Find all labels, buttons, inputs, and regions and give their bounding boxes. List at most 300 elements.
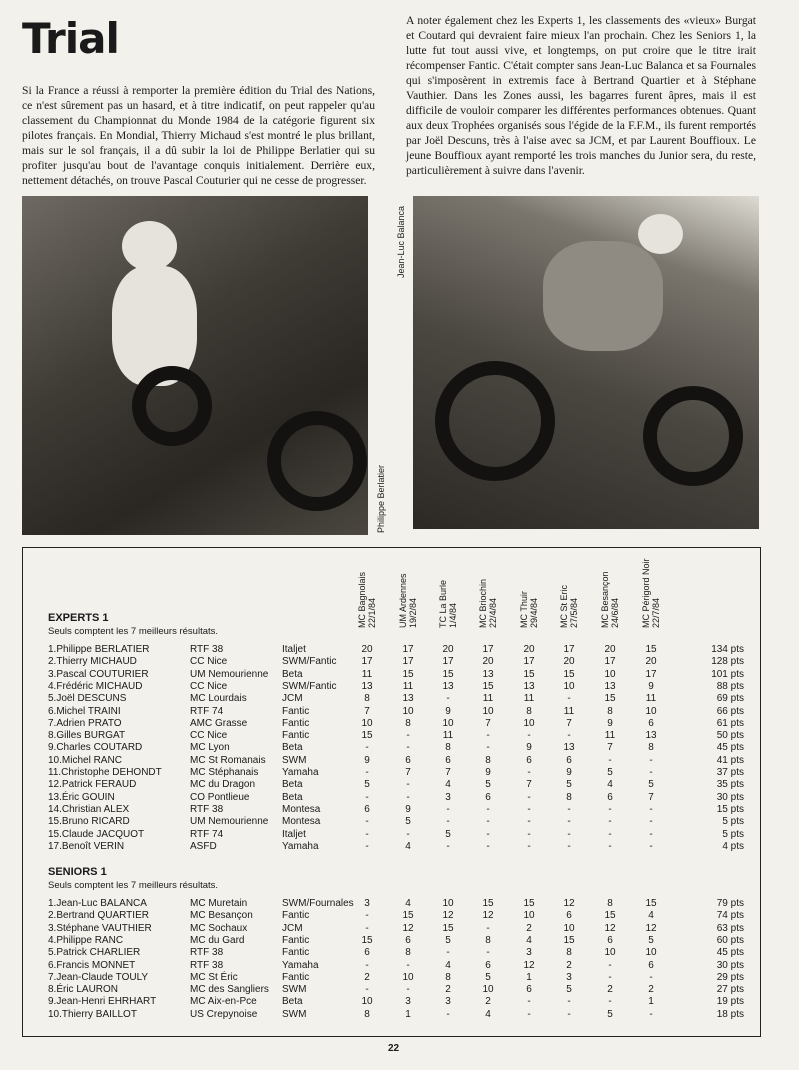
event-result: 6 — [648, 717, 654, 729]
event-result: 20 — [523, 644, 535, 655]
event-result: - — [649, 828, 653, 840]
rider-motorcycle: Yamaha — [282, 767, 319, 778]
event-result: 20 — [645, 656, 657, 668]
rider-motorcycle: Beta — [282, 668, 303, 680]
event-result: - — [527, 996, 531, 1008]
event-result: 5 — [648, 779, 654, 791]
rider-name: 10.Michel RANC — [48, 754, 122, 766]
event-result: - — [365, 984, 369, 996]
total-points: 18 pts — [716, 1008, 744, 1020]
event-result: 12 — [442, 910, 454, 922]
event-result: - — [608, 816, 612, 828]
total-points: 88 pts — [716, 680, 744, 692]
event-result: 10 — [604, 947, 616, 959]
event-result: 17 — [563, 644, 575, 655]
event-result: 17 — [482, 644, 494, 655]
event-result: - — [567, 730, 571, 742]
event-result: 9 — [485, 767, 491, 778]
rider-motorcycle: Fantic — [282, 717, 310, 729]
event-result: 10 — [361, 717, 373, 729]
rear-wheel — [267, 411, 367, 511]
rider-club: MC Besançon — [190, 910, 253, 922]
event-result: - — [446, 1008, 450, 1020]
rider-name: 5.Joël DESCUNS — [48, 693, 127, 705]
rider-motorcycle: SWM/Fantic — [282, 656, 337, 668]
event-result: - — [567, 693, 571, 705]
total-points: 45 pts — [716, 742, 744, 754]
event-result: - — [608, 828, 612, 840]
event-result: 8 — [566, 947, 572, 959]
event-result: 6 — [526, 984, 532, 996]
rider-club: RTF 38 — [190, 959, 224, 971]
event-result: 11 — [523, 693, 535, 705]
rider-name: 15.Bruno RICARD — [48, 816, 130, 828]
event-result: - — [406, 959, 410, 971]
rider-club: CO Pontlieue — [190, 791, 250, 803]
event-result: 10 — [604, 668, 616, 680]
rider-club: UM Nemourienne — [190, 668, 269, 680]
event-result: 7 — [364, 705, 370, 717]
rider-club: MC du Dragon — [190, 779, 256, 791]
event-result: 6 — [405, 934, 411, 946]
page-title: Trial — [22, 14, 119, 63]
event-result: 12 — [563, 898, 575, 909]
event-result: 5 — [485, 779, 491, 791]
event-header: MC St Eric 27/5/84 — [559, 584, 579, 628]
rider-name: 8.Gilles BURGAT — [48, 730, 126, 742]
event-result: 17 — [442, 656, 454, 668]
event-result: 15 — [563, 668, 575, 680]
total-points: 15 pts — [716, 803, 744, 815]
total-points: 61 pts — [716, 717, 744, 729]
event-result: - — [446, 816, 450, 828]
rider-club: US Crepynoise — [190, 1008, 258, 1020]
rider-motorcycle: JCM — [282, 693, 303, 705]
event-result: 3 — [405, 996, 411, 1008]
event-result: 1 — [648, 996, 654, 1008]
rider-name: 4.Philippe RANC — [48, 934, 124, 946]
rider-name: 12.Patrick FERAUD — [48, 779, 137, 791]
rider-name: 7.Jean-Claude TOULY — [48, 971, 149, 983]
event-result: 2 — [566, 959, 572, 971]
rider-helmet — [638, 214, 683, 254]
rider-club: MC Muretain — [190, 898, 248, 909]
event-result: 3 — [445, 996, 451, 1008]
event-result: 7 — [485, 717, 491, 729]
event-result: 20 — [442, 644, 454, 655]
event-result: - — [365, 791, 369, 803]
event-result: - — [567, 1008, 571, 1020]
event-result: - — [608, 959, 612, 971]
event-result: 8 — [405, 717, 411, 729]
rider-club: RTF 38 — [190, 947, 224, 959]
event-result: - — [486, 742, 490, 754]
event-result: 2 — [445, 984, 451, 996]
rider-body — [543, 241, 663, 351]
event-result: 9 — [405, 803, 411, 815]
event-result: 2 — [648, 984, 654, 996]
event-result: 3 — [364, 898, 370, 909]
rider-club: RTF 38 — [190, 803, 224, 815]
total-points: 41 pts — [716, 754, 744, 766]
event-result: 7 — [566, 717, 572, 729]
total-points: 134 pts — [711, 644, 744, 655]
rider-motorcycle: Italjet — [282, 644, 306, 655]
event-result: - — [365, 816, 369, 828]
total-points: 63 pts — [716, 922, 744, 934]
event-result: 7 — [445, 767, 451, 778]
rider-name: 13.Éric GOUIN — [48, 791, 115, 803]
event-result: - — [527, 730, 531, 742]
seniors-title: SENIORS 1 — [48, 866, 107, 878]
event-result: 10 — [482, 984, 494, 996]
event-result: 7 — [526, 779, 532, 791]
event-result: 17 — [645, 668, 657, 680]
event-result: 12 — [645, 922, 657, 934]
event-result: - — [649, 971, 653, 983]
photo-credit-left: Philippe Berlatier — [376, 464, 386, 533]
total-points: 30 pts — [716, 791, 744, 803]
event-result: 8 — [485, 754, 491, 766]
event-result: 20 — [604, 644, 616, 655]
event-result: - — [486, 816, 490, 828]
total-points: 29 pts — [716, 971, 744, 983]
rider-club: RTF 74 — [190, 705, 224, 717]
event-result: 6 — [485, 791, 491, 803]
event-result: 10 — [361, 996, 373, 1008]
total-points: 30 pts — [716, 959, 744, 971]
event-result: - — [608, 971, 612, 983]
event-result: 6 — [405, 754, 411, 766]
event-header: MC Périgord Noir 22/7/84 — [641, 558, 661, 628]
event-header: MC Briochin 22/4/84 — [478, 578, 498, 628]
rider-club: CC Nice — [190, 730, 228, 742]
event-result: 6 — [648, 959, 654, 971]
event-result: 15 — [402, 910, 414, 922]
rider-name: 10.Thierry BAILLOT — [48, 1008, 137, 1020]
event-result: 11 — [604, 730, 616, 742]
event-result: 10 — [563, 680, 575, 692]
rider-name: 3.Pascal COUTURIER — [48, 668, 149, 680]
event-result: 10 — [645, 947, 657, 959]
event-result: 12 — [604, 922, 616, 934]
event-result: 11 — [442, 730, 454, 742]
photo-balanca — [413, 196, 759, 529]
rider-club: MC du Gard — [190, 934, 245, 946]
event-result: 17 — [523, 656, 535, 668]
event-result: 6 — [566, 754, 572, 766]
event-result: - — [608, 840, 612, 852]
rider-motorcycle: Beta — [282, 996, 303, 1008]
event-result: 2 — [485, 996, 491, 1008]
event-result: 2 — [364, 971, 370, 983]
rider-motorcycle: JCM — [282, 922, 303, 934]
event-result: 13 — [482, 668, 494, 680]
event-result: 12 — [482, 910, 494, 922]
event-result: - — [446, 840, 450, 852]
event-result: 10 — [402, 971, 414, 983]
event-result: 4 — [485, 1008, 491, 1020]
photo-credit-right: Jean-Luc Balanca — [396, 205, 406, 278]
event-result: - — [406, 730, 410, 742]
total-points: 35 pts — [716, 779, 744, 791]
event-result: - — [406, 791, 410, 803]
event-result: - — [365, 840, 369, 852]
event-result: - — [486, 947, 490, 959]
event-result: 11 — [563, 705, 575, 717]
event-result: 6 — [566, 910, 572, 922]
seniors-note: Seuls comptent les 7 meilleurs résultats. — [48, 880, 219, 891]
event-result: 9 — [566, 767, 572, 778]
event-result: 5 — [607, 1008, 613, 1020]
event-result: 15 — [361, 730, 373, 742]
event-result: 6 — [485, 959, 491, 971]
event-result: 6 — [364, 803, 370, 815]
total-points: 74 pts — [716, 910, 744, 922]
event-result: 5 — [445, 828, 451, 840]
event-result: - — [486, 803, 490, 815]
rider-motorcycle: Fantic — [282, 971, 310, 983]
event-result: 5 — [445, 934, 451, 946]
event-result: 2 — [607, 984, 613, 996]
event-result: 15 — [563, 934, 575, 946]
total-points: 19 pts — [716, 996, 744, 1008]
rider-name: 2.Thierry MICHAUD — [48, 656, 137, 668]
total-points: 5 pts — [722, 828, 744, 840]
event-result: 3 — [445, 791, 451, 803]
total-points: 79 pts — [716, 898, 744, 909]
rider-motorcycle: SWM/Fournales — [282, 898, 354, 909]
event-result: 15 — [604, 693, 616, 705]
event-header: TC La Burle 1/4/84 — [438, 579, 458, 628]
rider-motorcycle: SWM — [282, 984, 307, 996]
event-result: 13 — [361, 680, 373, 692]
total-points: 4 pts — [722, 840, 744, 852]
rider-name: 8.Éric LAURON — [48, 984, 119, 996]
rider-name: 1.Jean-Luc BALANCA — [48, 898, 147, 909]
event-result: 15 — [523, 898, 535, 909]
event-result: 13 — [402, 693, 414, 705]
event-result: - — [527, 1008, 531, 1020]
rider-club: MC Lyon — [190, 742, 230, 754]
experts-note: Seuls comptent les 7 meilleurs résultats. — [48, 626, 219, 637]
rider-helmet — [122, 221, 177, 271]
event-result: 10 — [563, 922, 575, 934]
event-result: 4 — [526, 934, 532, 946]
event-result: - — [649, 816, 653, 828]
rider-motorcycle: Fantic — [282, 730, 310, 742]
event-result: 6 — [445, 754, 451, 766]
event-result: 10 — [442, 898, 454, 909]
event-result: - — [649, 803, 653, 815]
total-points: 50 pts — [716, 730, 744, 742]
event-result: 1 — [526, 971, 532, 983]
event-result: 11 — [482, 693, 494, 705]
rider-club: MC St Romanais — [190, 754, 266, 766]
event-result: 15 — [402, 668, 414, 680]
rider-name: 9.Charles COUTARD — [48, 742, 143, 754]
event-result: 15 — [482, 680, 494, 692]
event-result: 7 — [405, 767, 411, 778]
event-result: 2 — [526, 922, 532, 934]
rider-motorcycle: Fantic — [282, 910, 310, 922]
event-result: - — [365, 959, 369, 971]
event-result: 15 — [645, 898, 657, 909]
rider-motorcycle: Montesa — [282, 803, 321, 815]
event-result: - — [527, 791, 531, 803]
event-result: - — [446, 803, 450, 815]
total-points: 60 pts — [716, 934, 744, 946]
event-result: - — [608, 754, 612, 766]
event-result: 9 — [526, 742, 532, 754]
event-result: 20 — [563, 656, 575, 668]
event-result: 15 — [482, 898, 494, 909]
event-result: 8 — [445, 971, 451, 983]
event-result: 15 — [361, 934, 373, 946]
event-result: 5 — [364, 779, 370, 791]
event-result: 4 — [405, 840, 411, 852]
total-points: 5 pts — [722, 816, 744, 828]
rider-name: 6.Michel TRAINI — [48, 705, 121, 717]
event-result: - — [567, 996, 571, 1008]
event-result: 5 — [405, 816, 411, 828]
event-result: 8 — [405, 947, 411, 959]
event-result: 7 — [607, 742, 613, 754]
rider-club: MC Aix-en-Pce — [190, 996, 257, 1008]
event-result: 15 — [523, 668, 535, 680]
event-result: 8 — [648, 742, 654, 754]
rider-motorcycle: SWM — [282, 1008, 307, 1020]
event-result: 15 — [645, 644, 657, 655]
event-result: 6 — [364, 947, 370, 959]
front-wheel — [643, 386, 743, 486]
event-result: 7 — [648, 791, 654, 803]
event-result: 10 — [442, 717, 454, 729]
total-points: 128 pts — [711, 656, 744, 668]
rider-club: RTF 38 — [190, 644, 224, 655]
page-number: 22 — [388, 1043, 400, 1054]
event-result: 17 — [604, 656, 616, 668]
event-result: - — [486, 730, 490, 742]
event-result: 8 — [566, 791, 572, 803]
event-result: 5 — [607, 767, 613, 778]
rider-name: 7.Adrien PRATO — [48, 717, 122, 729]
event-result: 3 — [566, 971, 572, 983]
event-header: MC Thuir 29/4/84 — [519, 591, 539, 628]
event-result: 6 — [607, 934, 613, 946]
intro-paragraph-right: A noter également chez les Experts 1, les classements des «vieux» Burgat et Coutard qui devraient faire mieux l'an prochain. Chez les Seniors 1, la lutte fut tout aussi vive, et longtemps, on put croire que le titre irait récompenser Fantic. C'était compter sans Jean-Luc Balanca et sa Fournales qui s'imposèrent in extremis face à Bertrand Quartier et à Stéphane Vauthier. Dans les Zones aussi, les bagarres furent âpres, mais il est difficile de vouloir comparer les différentes performances obtenues. Quant aux deux Trophées organisés sous l'égide de la F.F.M., ils furent remportés par Joël Descuns, très à l'aise avec sa JCM, et par Laurent Bouffioux. Le jeune Bouffioux ayant remporté les trois manches du Junior sera, du reste, particulièrement à suivre dans l'avenir. — [406, 14, 756, 177]
event-result: - — [649, 840, 653, 852]
event-result: - — [608, 803, 612, 815]
photo-berlatier — [22, 196, 368, 535]
event-result: - — [567, 828, 571, 840]
rider-name: 17.Benoît VERIN — [48, 840, 125, 852]
event-header: MC Besançon 24/6/84 — [600, 571, 620, 628]
rider-motorcycle: Fantic — [282, 934, 310, 946]
rider-name: 11.Christophe DEHONDT — [48, 767, 162, 778]
event-result: 15 — [442, 922, 454, 934]
event-header: MC Bagnolais 22/1/84 — [357, 571, 377, 628]
rider-club: UM Nemourienne — [190, 816, 269, 828]
event-result: - — [567, 816, 571, 828]
event-result: 10 — [645, 705, 657, 717]
event-result: - — [649, 1008, 653, 1020]
event-result: 6 — [526, 754, 532, 766]
event-result: - — [567, 803, 571, 815]
event-result: - — [406, 828, 410, 840]
event-result: - — [527, 767, 531, 778]
event-result: 9 — [648, 680, 654, 692]
event-result: 4 — [445, 959, 451, 971]
rider-club: MC Stéphanais — [190, 767, 259, 778]
event-result: 17 — [402, 644, 414, 655]
event-result: 5 — [648, 934, 654, 946]
event-result: - — [486, 922, 490, 934]
rider-motorcycle: Beta — [282, 742, 303, 754]
event-result: 6 — [607, 791, 613, 803]
rider-club: RTF 74 — [190, 828, 224, 840]
rider-motorcycle: Fantic — [282, 947, 310, 959]
total-points: 66 pts — [716, 705, 744, 717]
event-result: 10 — [523, 717, 535, 729]
event-result: - — [527, 803, 531, 815]
rider-club: MC Sochaux — [190, 922, 248, 934]
event-result: 10 — [523, 910, 535, 922]
rider-name: 3.Stéphane VAUTHIER — [48, 922, 152, 934]
event-result: 11 — [402, 680, 414, 692]
event-result: 8 — [607, 705, 613, 717]
event-result: 4 — [648, 910, 654, 922]
event-result: 15 — [604, 910, 616, 922]
rider-club: MC St Éric — [190, 971, 238, 983]
event-result: 8 — [607, 898, 613, 909]
rider-name: 4.Frédéric MICHAUD — [48, 680, 143, 692]
event-result: 4 — [445, 779, 451, 791]
event-result: 9 — [607, 717, 613, 729]
event-result: 10 — [402, 705, 414, 717]
event-result: 20 — [361, 644, 373, 655]
rider-club: MC Lourdais — [190, 693, 247, 705]
event-result: - — [486, 840, 490, 852]
rider-motorcycle: Fantic — [282, 705, 310, 717]
event-result: - — [527, 828, 531, 840]
rider-name: 14.Christian ALEX — [48, 803, 130, 815]
event-result: 13 — [645, 730, 657, 742]
rider-motorcycle: Yamaha — [282, 959, 319, 971]
total-points: 45 pts — [716, 947, 744, 959]
event-result: 8 — [364, 693, 370, 705]
event-result: - — [527, 816, 531, 828]
event-result: 13 — [442, 680, 454, 692]
event-result: - — [527, 840, 531, 852]
event-result: - — [365, 828, 369, 840]
rider-motorcycle: Beta — [282, 791, 303, 803]
rider-name: 15.Claude JACQUOT — [48, 828, 145, 840]
event-result: - — [649, 767, 653, 778]
rider-name: 1.Philippe BERLATIER — [48, 644, 150, 655]
rider-motorcycle: Montesa — [282, 816, 321, 828]
event-result: - — [446, 947, 450, 959]
rider-name: 2.Bertrand QUARTIER — [48, 910, 149, 922]
event-result: 13 — [604, 680, 616, 692]
intro-paragraph-left: Si la France a réussi à remporter la première édition du Trial des Nations, ce n'est sûrement pas un hasard, et à titre indicatif, on peut rappeler qu'au classement du Championnat du Monde 1984 de la catégorie figurent six pilotes français. En Mondial, Thierry Michaud s'est montré le plus brillant, mais sur le sol français, il a dû subir la loi de Philippe Berlatier qui su profiter jusqu'au bout de l'avantage conquis initialement. Derrière eux, nettement détachés, on trouve Pascal Couturier qui ne cesse de progresser. — [22, 84, 375, 187]
rider-motorcycle: Yamaha — [282, 840, 319, 852]
event-result: 13 — [523, 680, 535, 692]
event-result: - — [608, 996, 612, 1008]
event-result: 11 — [361, 668, 373, 680]
total-points: 27 pts — [716, 984, 744, 996]
event-result: - — [365, 910, 369, 922]
